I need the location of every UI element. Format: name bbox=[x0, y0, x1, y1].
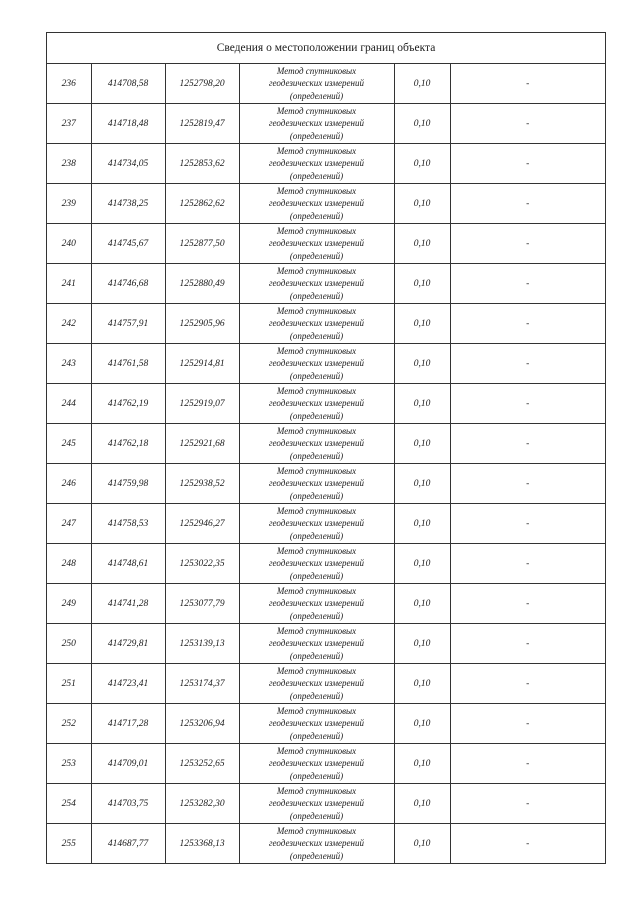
accuracy-cell: 0,10 bbox=[394, 784, 450, 824]
method-text-line: геодезических измерений bbox=[269, 518, 364, 529]
coordinate-x-cell: 414748,61 bbox=[91, 544, 165, 584]
method-cell bbox=[239, 704, 394, 744]
coordinate-x-cell: 414745,67 bbox=[91, 224, 165, 264]
method-text-line: Метод спутниковых bbox=[276, 65, 357, 76]
method-text-line: Метод спутниковых bbox=[276, 225, 357, 236]
method-cell bbox=[239, 224, 394, 264]
method-cell bbox=[239, 144, 394, 184]
accuracy-cell: 0,10 bbox=[394, 824, 450, 864]
method-text-line: (определений) bbox=[289, 490, 344, 501]
method-text-line: геодезических измерений bbox=[269, 398, 364, 409]
table-row bbox=[47, 664, 605, 704]
coordinates-table bbox=[47, 64, 605, 863]
coordinate-x-cell: 414708,58 bbox=[91, 64, 165, 104]
point-number-cell: 249 bbox=[47, 584, 91, 624]
method-cell bbox=[239, 304, 394, 344]
method-text-line: (определений) bbox=[289, 530, 344, 541]
description-cell: - bbox=[450, 584, 605, 624]
coordinate-x-cell: 414738,25 bbox=[91, 184, 165, 224]
accuracy-cell: 0,10 bbox=[394, 464, 450, 504]
method-text-line: (определений) bbox=[289, 130, 344, 141]
method-text-line: геодезических измерений bbox=[269, 318, 364, 329]
table-row bbox=[47, 104, 605, 144]
method-cell bbox=[239, 184, 394, 224]
method-text-line: геодезических измерений bbox=[269, 238, 364, 249]
coordinate-y-cell: 1253368,13 bbox=[165, 824, 239, 864]
method-text-line: (определений) bbox=[289, 330, 344, 341]
coordinate-y-cell: 1252921,68 bbox=[165, 424, 239, 464]
method-text-line: Метод спутниковых bbox=[276, 625, 357, 636]
table-row bbox=[47, 304, 605, 344]
method-text-line: геодезических измерений bbox=[269, 758, 364, 769]
section-title: Сведения о местоположении границ объекта bbox=[47, 33, 605, 64]
table-row bbox=[47, 744, 605, 784]
description-cell: - bbox=[450, 224, 605, 264]
coordinate-x-cell: 414758,53 bbox=[91, 504, 165, 544]
coordinate-y-cell: 1252862,62 bbox=[165, 184, 239, 224]
coordinate-y-cell: 1253077,79 bbox=[165, 584, 239, 624]
method-text-line: геодезических измерений bbox=[269, 478, 364, 489]
point-number-cell: 240 bbox=[47, 224, 91, 264]
method-text-line: (определений) bbox=[289, 850, 344, 861]
method-text-line: геодезических измерений bbox=[269, 798, 364, 809]
method-cell bbox=[239, 624, 394, 664]
point-number-cell: 241 bbox=[47, 264, 91, 304]
table-row bbox=[47, 504, 605, 544]
coordinate-y-cell: 1252819,47 bbox=[165, 104, 239, 144]
point-number-cell: 239 bbox=[47, 184, 91, 224]
method-text-line: (определений) bbox=[289, 690, 344, 701]
accuracy-cell: 0,10 bbox=[394, 744, 450, 784]
method-text-line: (определений) bbox=[289, 90, 344, 101]
table-row bbox=[47, 824, 605, 864]
coordinate-y-cell: 1253252,65 bbox=[165, 744, 239, 784]
description-cell: - bbox=[450, 624, 605, 664]
coordinate-y-cell: 1253282,30 bbox=[165, 784, 239, 824]
description-cell: - bbox=[450, 384, 605, 424]
coordinate-x-cell: 414746,68 bbox=[91, 264, 165, 304]
accuracy-cell: 0,10 bbox=[394, 504, 450, 544]
table-row bbox=[47, 224, 605, 264]
method-cell bbox=[239, 584, 394, 624]
coordinate-x-cell: 414687,77 bbox=[91, 824, 165, 864]
coordinate-x-cell: 414709,01 bbox=[91, 744, 165, 784]
method-text-line: геодезических измерений bbox=[269, 158, 364, 169]
coordinate-x-cell: 414761,58 bbox=[91, 344, 165, 384]
description-cell: - bbox=[450, 544, 605, 584]
coordinate-y-cell: 1252798,20 bbox=[165, 64, 239, 104]
method-text-line: геодезических измерений bbox=[269, 78, 364, 89]
method-text-line: геодезических измерений bbox=[269, 358, 364, 369]
method-cell bbox=[239, 64, 394, 104]
description-cell: - bbox=[450, 344, 605, 384]
method-cell bbox=[239, 744, 394, 784]
point-number-cell: 236 bbox=[47, 64, 91, 104]
method-cell bbox=[239, 784, 394, 824]
method-cell bbox=[239, 104, 394, 144]
description-cell: - bbox=[450, 64, 605, 104]
method-text-line: Метод спутниковых bbox=[276, 105, 357, 116]
method-cell bbox=[239, 344, 394, 384]
point-number-cell: 242 bbox=[47, 304, 91, 344]
description-cell: - bbox=[450, 464, 605, 504]
method-text-line: геодезических измерений bbox=[269, 118, 364, 129]
coordinate-x-cell: 414762,19 bbox=[91, 384, 165, 424]
method-text-line: Метод спутниковых bbox=[276, 585, 357, 596]
method-text-line: геодезических измерений bbox=[269, 638, 364, 649]
table-row bbox=[47, 584, 605, 624]
table-row bbox=[47, 144, 605, 184]
coordinate-x-cell: 414757,91 bbox=[91, 304, 165, 344]
method-text-line: (определений) bbox=[289, 570, 344, 581]
accuracy-cell: 0,10 bbox=[394, 544, 450, 584]
method-text-line: Метод спутниковых bbox=[276, 305, 357, 316]
point-number-cell: 246 bbox=[47, 464, 91, 504]
accuracy-cell: 0,10 bbox=[394, 184, 450, 224]
point-number-cell: 254 bbox=[47, 784, 91, 824]
point-number-cell: 247 bbox=[47, 504, 91, 544]
accuracy-cell: 0,10 bbox=[394, 704, 450, 744]
description-cell: - bbox=[526, 838, 530, 849]
coordinate-y-cell: 1253022,35 bbox=[165, 544, 239, 584]
coordinate-x-cell: 414762,18 bbox=[91, 424, 165, 464]
method-text-line: Метод спутниковых bbox=[276, 705, 357, 716]
method-cell bbox=[239, 384, 394, 424]
method-text-line: геодезических измерений bbox=[269, 678, 364, 689]
accuracy-cell: 0,10 bbox=[394, 64, 450, 104]
table-row bbox=[47, 424, 605, 464]
method-text-line: (определений) bbox=[289, 370, 344, 381]
coordinate-x-cell: 414741,28 bbox=[91, 584, 165, 624]
coordinate-y-cell: 1253206,94 bbox=[165, 704, 239, 744]
description-cell: - bbox=[450, 104, 605, 144]
coordinate-y-cell: 1252919,07 bbox=[165, 384, 239, 424]
description-cell: - bbox=[450, 184, 605, 224]
coordinate-x-cell: 414717,28 bbox=[91, 704, 165, 744]
point-number-cell: 237 bbox=[47, 104, 91, 144]
method-text-line: (определений) bbox=[289, 810, 344, 821]
point-number-cell: 252 bbox=[47, 704, 91, 744]
method-text-line: (определений) bbox=[289, 650, 344, 661]
coordinate-x-cell: 414759,98 bbox=[91, 464, 165, 504]
method-text-line: Метод спутниковых bbox=[276, 785, 357, 796]
method-text-line: геодезических измерений bbox=[269, 278, 364, 289]
coordinate-x-cell: 414703,75 bbox=[91, 784, 165, 824]
table-row bbox=[47, 704, 605, 744]
table-row bbox=[47, 184, 605, 224]
point-number-cell: 251 bbox=[47, 664, 91, 704]
method-text-line: (определений) bbox=[289, 170, 344, 181]
description-cell: - bbox=[450, 704, 605, 744]
method-text-line: (определений) bbox=[289, 730, 344, 741]
coordinate-x-cell: 414729,81 bbox=[91, 624, 165, 664]
method-text-line: Метод спутниковых bbox=[276, 425, 357, 436]
method-text-line: геодезических измерений bbox=[269, 198, 364, 209]
description-cell: - bbox=[450, 264, 605, 304]
method-text-line: геодезических измерений bbox=[269, 438, 364, 449]
coordinate-y-cell: 1252946,27 bbox=[165, 504, 239, 544]
accuracy-cell: 0,10 bbox=[394, 224, 450, 264]
method-cell bbox=[239, 824, 394, 864]
point-number-cell: 253 bbox=[47, 744, 91, 784]
method-text-line: (определений) bbox=[289, 410, 344, 421]
description-cell: - bbox=[450, 504, 605, 544]
coordinate-x-cell: 414723,41 bbox=[91, 664, 165, 704]
coordinates-table-body bbox=[47, 64, 605, 863]
point-number-cell: 248 bbox=[47, 544, 91, 584]
point-number-cell: 250 bbox=[47, 624, 91, 664]
method-text-line: Метод спутниковых bbox=[276, 145, 357, 156]
method-text-line: геодезических измерений bbox=[269, 558, 364, 569]
coordinate-x-cell: 414734,05 bbox=[91, 144, 165, 184]
coordinate-y-cell: 1253139,13 bbox=[165, 624, 239, 664]
accuracy-cell: 0,10 bbox=[394, 624, 450, 664]
description-cell: - bbox=[450, 744, 605, 784]
method-text-line: (определений) bbox=[289, 210, 344, 221]
accuracy-cell: 0,10 bbox=[394, 264, 450, 304]
table-row bbox=[47, 64, 605, 104]
point-number-cell: 245 bbox=[47, 424, 91, 464]
method-cell bbox=[239, 544, 394, 584]
table-row bbox=[47, 784, 605, 824]
boundary-coordinates-sheet bbox=[46, 32, 606, 864]
table-row bbox=[47, 384, 605, 424]
point-number-cell: 244 bbox=[47, 384, 91, 424]
method-text-line: геодезических измерений bbox=[269, 718, 364, 729]
method-text-line: (определений) bbox=[289, 450, 344, 461]
description-cell: - bbox=[450, 144, 605, 184]
accuracy-cell: 0,10 bbox=[394, 344, 450, 384]
table-row bbox=[47, 464, 605, 504]
description-cell: - bbox=[450, 424, 605, 464]
description-cell: - bbox=[450, 784, 605, 824]
accuracy-cell: 0,10 bbox=[394, 424, 450, 464]
coordinate-y-cell: 1252938,52 bbox=[165, 464, 239, 504]
coordinate-y-cell: 1252914,81 bbox=[165, 344, 239, 384]
method-text-line: Метод спутниковых bbox=[276, 665, 357, 676]
coordinate-y-cell: 1252853,62 bbox=[165, 144, 239, 184]
method-text-line: Метод спутниковых bbox=[276, 745, 357, 756]
description-cell: - bbox=[450, 664, 605, 704]
method-text-line: Метод спутниковых bbox=[276, 465, 357, 476]
accuracy-cell: 0,10 bbox=[394, 664, 450, 704]
method-text-line: (определений) bbox=[289, 250, 344, 261]
accuracy-cell: 0,10 bbox=[394, 584, 450, 624]
method-text-line: геодезических измерений bbox=[269, 838, 364, 849]
accuracy-cell: 0,10 bbox=[394, 144, 450, 184]
table-row bbox=[47, 264, 605, 304]
point-number-cell: 238 bbox=[47, 144, 91, 184]
method-text-line: (определений) bbox=[289, 290, 344, 301]
method-cell bbox=[239, 424, 394, 464]
method-text-line: Метод спутниковых bbox=[276, 185, 357, 196]
method-cell bbox=[239, 464, 394, 504]
description-cell: - bbox=[450, 304, 605, 344]
method-cell bbox=[239, 264, 394, 304]
method-text-line: (определений) bbox=[289, 770, 344, 781]
method-text-line: Метод спутниковых bbox=[276, 385, 357, 396]
coordinate-y-cell: 1253174,37 bbox=[165, 664, 239, 704]
accuracy-cell: 0,10 bbox=[394, 384, 450, 424]
table-row bbox=[47, 344, 605, 384]
method-text-line: геодезических измерений bbox=[269, 598, 364, 609]
point-number-cell: 243 bbox=[47, 344, 91, 384]
accuracy-cell: 0,10 bbox=[394, 304, 450, 344]
method-text-line: Метод спутниковых bbox=[276, 265, 357, 276]
method-text-line: Метод спутниковых bbox=[276, 545, 357, 556]
method-text-line: (определений) bbox=[289, 610, 344, 621]
method-text-line: Метод спутниковых bbox=[276, 345, 357, 356]
accuracy-cell: 0,10 bbox=[394, 104, 450, 144]
coordinate-y-cell: 1252880,49 bbox=[165, 264, 239, 304]
table-row bbox=[47, 544, 605, 584]
method-cell bbox=[239, 504, 394, 544]
coordinate-y-cell: 1252905,96 bbox=[165, 304, 239, 344]
coordinate-y-cell: 1252877,50 bbox=[165, 224, 239, 264]
method-cell bbox=[239, 664, 394, 704]
point-number-cell: 255 bbox=[47, 824, 91, 864]
method-text-line: Метод спутниковых bbox=[276, 505, 357, 516]
table-row bbox=[47, 624, 605, 664]
coordinate-x-cell: 414718,48 bbox=[91, 104, 165, 144]
method-text-line: Метод спутниковых bbox=[276, 825, 357, 836]
